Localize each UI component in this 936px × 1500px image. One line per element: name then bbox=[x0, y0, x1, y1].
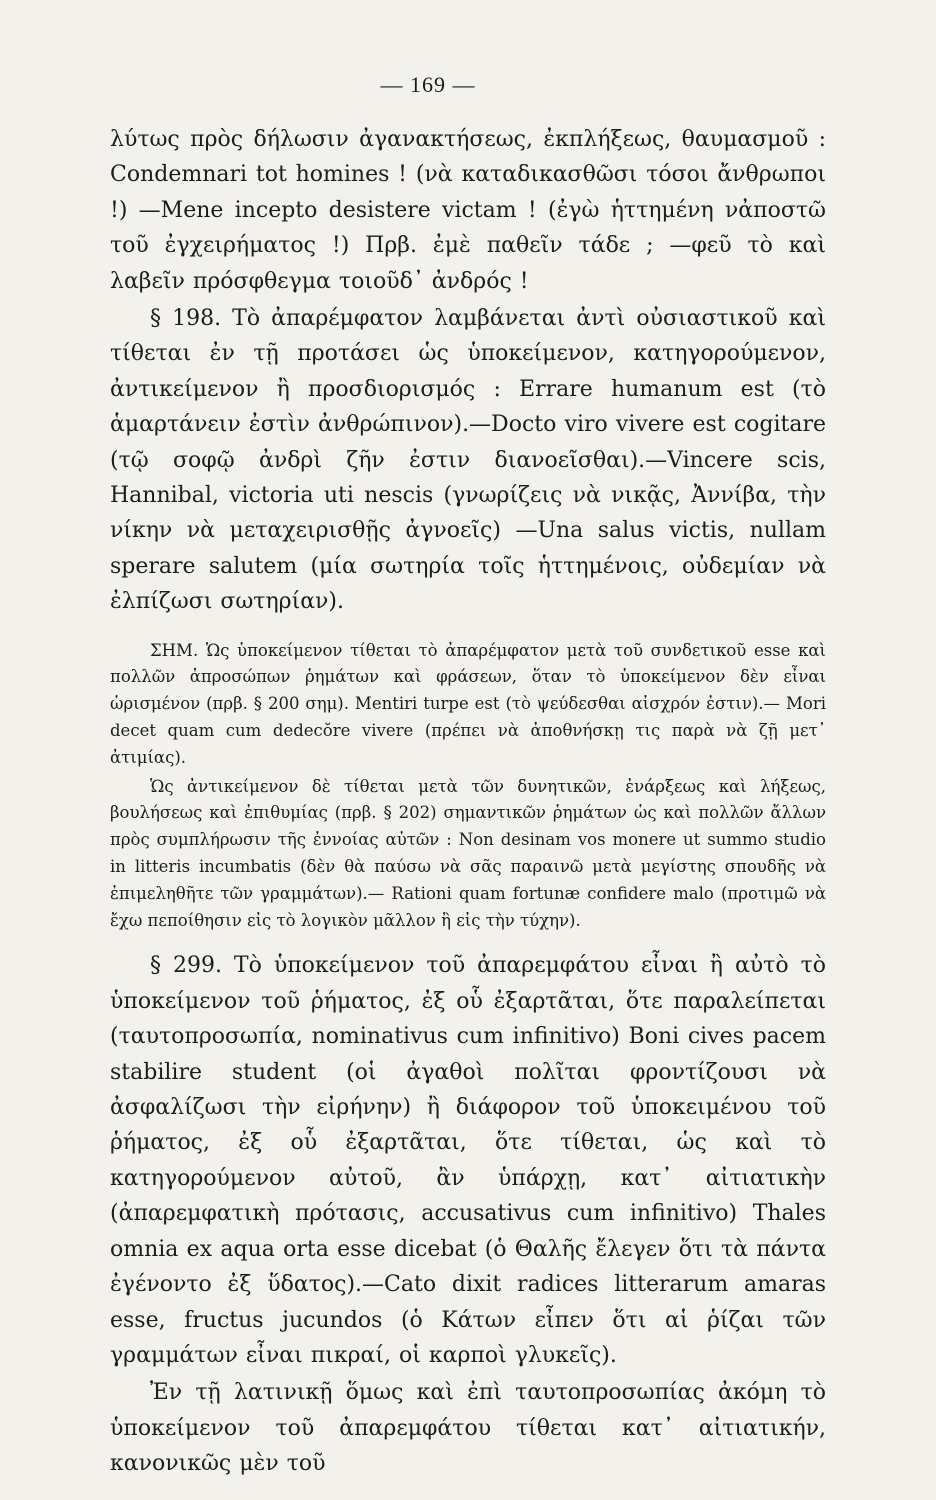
note-object: Ὡς ἀντικείμενον δὲ τίθεται μετὰ τῶν δυνητικῶν, ἐνάρξεως καὶ λήξεως, βουλήσεως καὶ ἐπιθυμίας (πρβ. § 202) σημαντικῶν ῥημάτων ὡς καὶ πολλῶν ἄλλων πρὸς συμπλήρωσιν τῆς ἐννοίας αὐτῶν : Non desinam vos monere ut summo studio in litteris incumbatis (δὲν θὰ παύσω νὰ σᾶς παραινῶ μετὰ μεγίστης σπουδῆς νὰ ἐπιμεληθῆτε τῶν γραμμάτων).— Rationi quam fortunæ confidere malo (προτιμῶ νὰ ἔχω πεποίθησιν εἰς τὸ λογικὸν μᾶλλον ἢ εἰς τὴν τύχην). bbox=[110, 776, 826, 930]
paragraph-section-198: § 198. Τὸ ἀπαρέμφατον λαμβάνεται ἀντὶ οὐσιαστικοῦ καὶ τίθεται ἐν τῇ προτάσει ὡς ὑποκείμενον, κατηγορούμενον, ἀντικείμενον ἢ προσδιορισμός : Errare humanum est (τὸ ἁμαρτάνειν ἐστὶν ἀνθρώπινον).—Docto viro vivere est cogitare (τῷ σοφῷ ἀνδρὶ ζῆν ἐστιν διανοεῖσθαι).—Vincere scis, Hannibal, victoria uti nescis (γνωρίζεις νὰ νικᾷς, Ἀννίβα, τὴν νίκην νὰ μεταχειρισθῇς ἀγνοεῖς) —Una salus victis, nullam sperare salutem (μία σωτηρία τοῖς ἡττημένοις, οὐδεμίαν νὰ ἐλπίζωσι σωτηρίαν). bbox=[110, 306, 826, 615]
paragraph-latin-accusative: Ἐν τῇ λατινικῇ ὅμως καὶ ἐπὶ ταυτοπροσωπίας ἀκόμη τὸ ὑποκείμενον τοῦ ἀπαρεμφάτου τίθεται κατ᾽ αἰτιατικήν, κανονικῶς μὲν τοῦ bbox=[110, 1380, 826, 1477]
page-number: — 169 — bbox=[380, 72, 476, 97]
note-subject: ΣΗΜ. Ὡς ὑποκείμενον τίθεται τὸ ἀπαρέμφατον μετὰ τοῦ συνδετικοῦ esse καὶ πολλῶν ἀπροσώπων ῥημάτων καὶ φράσεων, ὅταν τὸ ὑποκείμενον δὲν εἶναι ὡρισμένον (πρβ. § 200 σημ). Mentiri turpe est (τὸ ψεύδεσθαι αἰσχρόν ἐστιν).— Mori decet quam cum dedecŏre vivere (πρέπει νὰ ἀποθνήσκῃ τις παρὰ νὰ ζῇ μετ᾽ ἀτιμίας). bbox=[110, 640, 826, 767]
body-text bbox=[110, 122, 826, 1482]
paragraph-section-299: § 299. Τὸ ὑποκείμενον τοῦ ἀπαρεμφάτου εἶναι ἢ αὐτὸ τὸ ὑποκείμενον τοῦ ῥήματος, ἐξ οὗ ἐξαρτᾶται, ὅτε παραλείπεται (ταυτοπροσωπία, nominativus cum infinitivo) Boni cives pacem stabilire student (οἱ ἀγαθοὶ πολῖται φροντίζουσι νὰ ἀσφαλίζωσι τὴν εἰρήνην) ἢ διάφορον τοῦ ὑποκειμένου τοῦ ῥήματος, ἐξ οὗ ἐξαρτᾶται, ὅτε τίθεται, ὡς καὶ τὸ κατηγορούμενον αὐτοῦ, ἂν ὑπάρχῃ, κατ᾽ αἰτιατικὴν (ἀπαρεμφατικὴ πρότασις, accusativus cum infinitivo) Thales omnia ex aqua orta esse dicebat (ὁ Θαλῆς ἔλεγεν ὅτι τὰ πάντα ἐγένοντο ἐξ ὕδατος).—Cato dixit radices litterarum amaras esse, fructus jucundos (ὁ Κάτων εἶπεν ὅτι αἱ ῥίζαι τῶν γραμμάτων εἶναι πικραί, οἱ καρποὶ γλυκεῖς). bbox=[110, 953, 826, 1368]
paragraph-continuation: λύτως πρὸς δήλωσιν ἀγανακτήσεως, ἐκπλήξεως, θαυμασμοῦ : Condemnari tot homines ! (νὰ καταδικασθῶσι τόσοι ἄνθρωποι !) —Mene incepto desistere victam ! (ἐγὼ ἡττημένη νἀποστῶ τοῦ ἐγχειρήματος !) Πρβ. ἐμὲ παθεῖν τάδε ; —φεῦ τὸ καὶ λαβεῖν πρόσφθεγμα τοιοῦδ᾽ ἀνδρός ! bbox=[110, 127, 826, 294]
